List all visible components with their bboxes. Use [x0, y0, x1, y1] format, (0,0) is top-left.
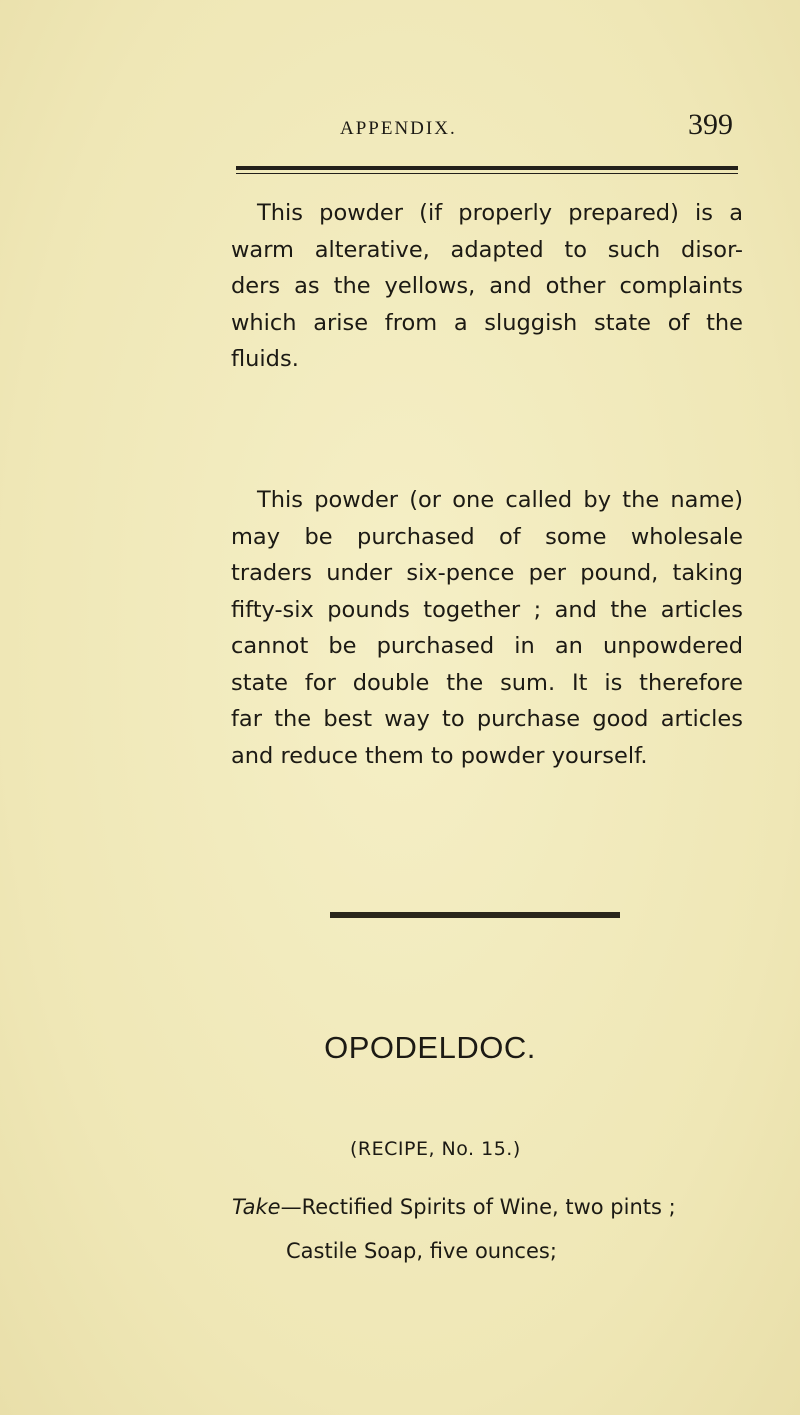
- text-line: This powder (if properly prepared) is a: [257, 200, 743, 226]
- text-line: fifty-six pounds together ; and the articles: [231, 596, 743, 623]
- running-head: APPENDIX.: [340, 118, 457, 139]
- text-line: state for double the sum. It is therefore: [231, 669, 743, 696]
- text-line: and reduce them to powder yourself.: [231, 742, 648, 769]
- text-line: which arise from a sluggish state of the: [231, 309, 743, 336]
- text-line: far the best way to purchase good articles: [231, 706, 743, 732]
- text-line: ders as the yellows, and other complaints: [231, 273, 743, 299]
- text-line: cannot be purchased in an unpowdered: [231, 633, 743, 659]
- recipe-number: (RECIPE, No. 15.): [350, 1138, 521, 1160]
- recipe-ingredient-line-2: Castile Soap, five ounces;: [286, 1239, 557, 1263]
- section-divider-rule: [330, 912, 620, 918]
- header-rule-thick: [236, 166, 738, 170]
- paragraph-1: [231, 195, 743, 378]
- text-line: This powder (or one called by the name): [257, 487, 743, 513]
- text-line: may be purchased of some wholesale: [231, 523, 743, 550]
- header-rule-thin: [236, 173, 738, 174]
- recipe-ingredient-line-1: [232, 1195, 676, 1219]
- text-line: fluids.: [231, 346, 299, 372]
- text-line: warm alterative, adapted to such disor-: [231, 236, 743, 263]
- section-title: OPODELDOC.: [324, 1030, 536, 1065]
- take-word: Take: [232, 1195, 281, 1219]
- paragraph-2: [231, 482, 743, 774]
- ingredient-text: —Rectified Spirits of Wine, two pints ;: [280, 1195, 676, 1219]
- text-line: traders under six-pence per pound, taking: [231, 560, 743, 586]
- page-number: 399: [688, 108, 733, 141]
